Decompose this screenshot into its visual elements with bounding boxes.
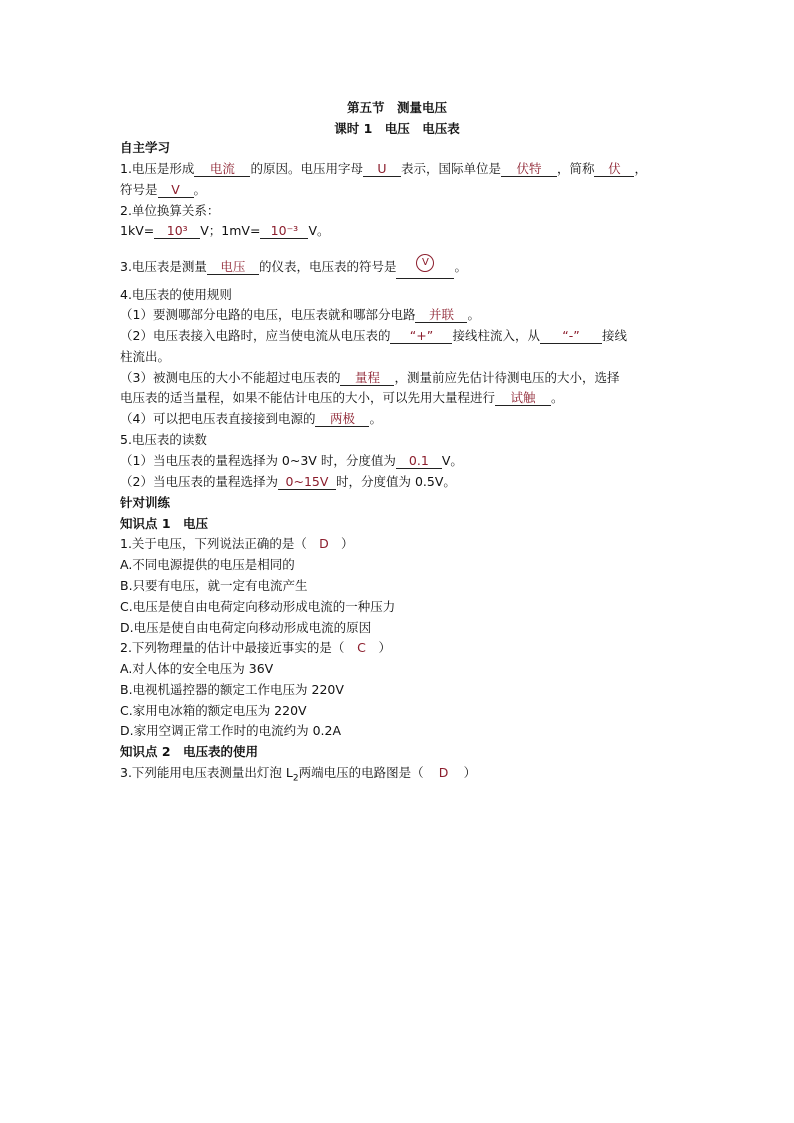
exercise-3-stem: 3.下列能用电压表测量出灯泡 $L_2$两端电压的电路图是（ D ） <box>120 765 477 784</box>
q4-rule2-cont: 柱流出。 <box>120 349 171 364</box>
q5-line1: （1）当电压表的量程选择为 0~3V 时，分度值为 0.1 V。 <box>120 453 463 468</box>
q4-rule3-cont: 电压表的适当量程，如果不能估计电压的大小，可以先用大量程进行 试触 。 <box>120 390 564 405</box>
answer-blank: 试触 <box>495 390 551 406</box>
answer-blank: V <box>158 182 194 198</box>
option-b: B.只要有电压，就一定有电流产生 <box>120 578 308 593</box>
answer-blank: 电流 <box>194 161 250 177</box>
q2-head: 2.单位换算关系： <box>120 203 220 218</box>
answer-blank: 电压 <box>207 259 259 275</box>
lesson-title: 课时 1 电压 电压表 <box>334 121 460 136</box>
answer-blank <box>396 259 454 279</box>
option-a: A.不同电源提供的电压是相同的 <box>120 557 295 572</box>
q5-head: 5.电压表的读数 <box>120 432 207 447</box>
q4-rule2: （2）电压表接入电路时，应当使电流从电压表的 “+” 接线柱流入，从 “-” 接线 <box>120 328 627 343</box>
knowledge-point-2: 知识点 2 电压表的使用 <box>120 744 259 759</box>
exercise-2-stem: 2.下列物理量的估计中最接近事实的是（ C ） <box>120 640 391 655</box>
heading-self-study: 自主学习 <box>120 140 171 155</box>
q4-head: 4.电压表的使用规则 <box>120 287 232 302</box>
answer-blank: 量程 <box>340 370 394 386</box>
answer-blank: U <box>363 161 401 177</box>
option-d: D.家用空调正常工作时的电流约为 0.2A <box>120 723 342 738</box>
section-title: 第五节 测量电压 <box>346 100 447 115</box>
option-b: B.电视机遥控器的额定工作电压为 220V <box>120 682 344 697</box>
option-a: A.对人体的安全电压为 36V <box>120 661 274 676</box>
answer-choice: C <box>357 640 366 655</box>
answer-blank: 伏 <box>594 161 634 177</box>
option-c: C.家用电冰箱的额定电压为 220V <box>120 703 307 718</box>
answer-blank: “+” <box>390 328 452 344</box>
answer-blank: 两极 <box>315 411 369 427</box>
q4-rule4: （4）可以把电压表直接接到电源的 两极 。 <box>120 411 382 426</box>
exercise-1-stem: 1.关于电压，下列说法正确的是（ D ） <box>120 536 354 551</box>
q4-rule3: （3）被测电压的大小不能超过电压表的 量程 ，测量前应先估计待测电压的大小，选择 <box>120 370 620 385</box>
answer-blank: 10⁻³ <box>260 223 308 239</box>
answer-blank: 伏特 <box>501 161 557 177</box>
q1-line2: 符号是 V 。 <box>120 182 207 197</box>
q3-line: 3.电压表是测量 电压 的仪表，电压表的符号是 V 。 <box>120 258 467 279</box>
q1-line1: 1.电压是形成 电流 的原因。电压用字母 U 表示，国际单位是 伏特 ，简称 伏 ， <box>120 161 647 176</box>
answer-blank: 0~15V <box>278 474 336 490</box>
q2-line: 1kV= 10³ V；1mV= 10⁻³ V。 <box>120 223 330 238</box>
answer-blank: 0.1 <box>396 453 442 469</box>
answer-blank: 并联 <box>415 307 467 323</box>
knowledge-point-1: 知识点 1 电压 <box>120 516 209 531</box>
q5-line2: （2）当电压表的量程选择为 0~15V 时，分度值为 0.5V。 <box>120 474 456 489</box>
voltmeter-symbol-icon: V <box>416 254 434 272</box>
q4-rule1: （1）要测哪部分电路的电压，电压表就和哪部分电路 并联 。 <box>120 307 480 322</box>
answer-choice: D <box>319 536 329 551</box>
option-d: D.电压是使自由电荷定向移动形成电流的原因 <box>120 620 372 635</box>
answer-blank: “-” <box>540 328 602 344</box>
heading-practice: 针对训练 <box>120 495 171 510</box>
answer-blank: 10³ <box>154 223 200 239</box>
option-c: C.电压是使自由电荷定向移动形成电流的一种压力 <box>120 599 396 614</box>
answer-choice: D <box>438 765 449 780</box>
